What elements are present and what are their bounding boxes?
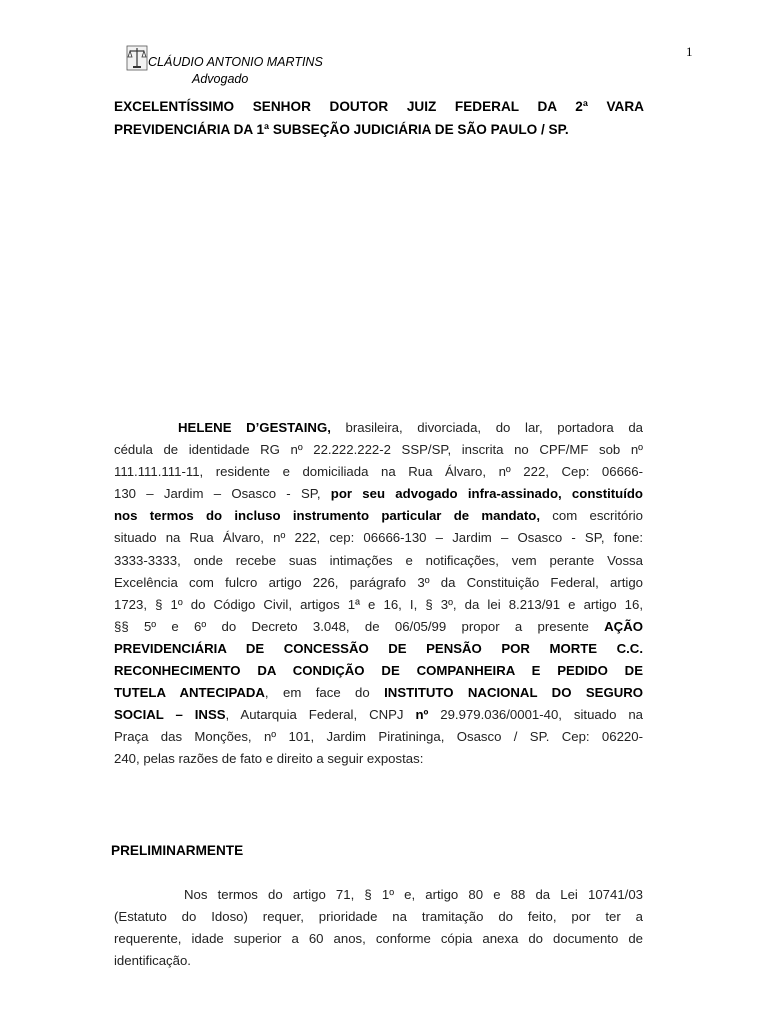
paragraph-line: 240, pelas razões de fato e direito a seguir expostas: xyxy=(114,751,424,767)
page-number: 1 xyxy=(686,44,693,59)
paragraph-line: cédula de identidade RG nº 22.222.222-2 SSP/SP, inscrita no CPF/MF sob nº xyxy=(114,442,643,458)
paragraph-line: requerente, idade superior a 60 anos, conforme cópia anexa do documento de xyxy=(114,931,643,947)
paragraph-line: SOCIAL – INSS, Autarquia Federal, CNPJ nº 29.979.036/0001-40, situado na xyxy=(114,707,643,723)
paragraph-line: 111.111.111-11, residente e domiciliada na Rua Álvaro, nº 222, Cep: 06666- xyxy=(114,464,643,480)
preliminary-paragraph xyxy=(114,884,643,972)
paragraph-line: nos termos do incluso instrumento particular de mandato, com escritório xyxy=(114,508,644,524)
paragraph-line: HELENE D’GESTAING, brasileira, divorciada, do lar, portadora da xyxy=(178,420,643,435)
paragraph-line: 1723, § 1º do Código Civil, artigos 1ª e 16, I, § 3º, da lei 8.213/91 e artigo 16, xyxy=(114,596,643,612)
paragraph-line: PREVIDENCIÁRIA DE CONCESSÃO DE PENSÃO POR MORTE C.C. xyxy=(114,640,643,656)
paragraph-line: 3333-3333, onde recebe suas intimações e notificações, vem perante Vossa xyxy=(114,552,643,568)
lawyer-name: CLÁUDIO ANTONIO MARTINS xyxy=(148,55,323,69)
paragraph-line: RECONHECIMENTO DA CONDIÇÃO DE COMPANHEIRA E PEDIDO DE xyxy=(114,663,643,679)
addressee-heading xyxy=(114,95,644,141)
section-heading-preliminarmente: PRELIMINARMENTE xyxy=(111,843,244,858)
scales-of-justice-icon xyxy=(126,45,148,71)
qualification-paragraph xyxy=(114,417,643,771)
paragraph-line: (Estatuto do Idoso) requer, prioridade na tramitação do feito, por ter a xyxy=(114,909,643,925)
paragraph-line: Praça das Monções, nº 101, Jardim Piratininga, Osasco / SP. Cep: 06220- xyxy=(114,729,643,745)
paragraph-line: Nos termos do artigo 71, § 1º e, artigo 80 e 88 da Lei 10741/03 xyxy=(184,887,643,902)
paragraph-line: 130 – Jardim – Osasco - SP, por seu advogado infra-assinado, constituído xyxy=(114,486,643,502)
paragraph-line: §§ 5º e 6º do Decreto 3.048, de 06/05/99 propor a presente AÇÃO xyxy=(114,618,643,634)
paragraph-line: identificação. xyxy=(114,953,191,969)
paragraph-line: Excelência com fulcro artigo 226, parágrafo 3º da Constituição Federal, artigo xyxy=(114,574,643,590)
paragraph-line: situado na Rua Álvaro, nº 222, cep: 06666-130 – Jardim – Osasco - SP, fone: xyxy=(114,530,643,546)
lawyer-title: Advogado xyxy=(192,72,249,86)
addressee-line: EXCELENTÍSSIMO SENHOR DOUTOR JUIZ FEDERAL DA 2ª VARA xyxy=(114,99,644,114)
addressee-line: PREVIDENCIÁRIA DA 1ª SUBSEÇÃO JUDICIÁRIA DE SÃO PAULO / SP. xyxy=(114,122,569,137)
paragraph-line: TUTELA ANTECIPADA, em face do INSTITUTO NACIONAL DO SEGURO xyxy=(114,685,644,701)
